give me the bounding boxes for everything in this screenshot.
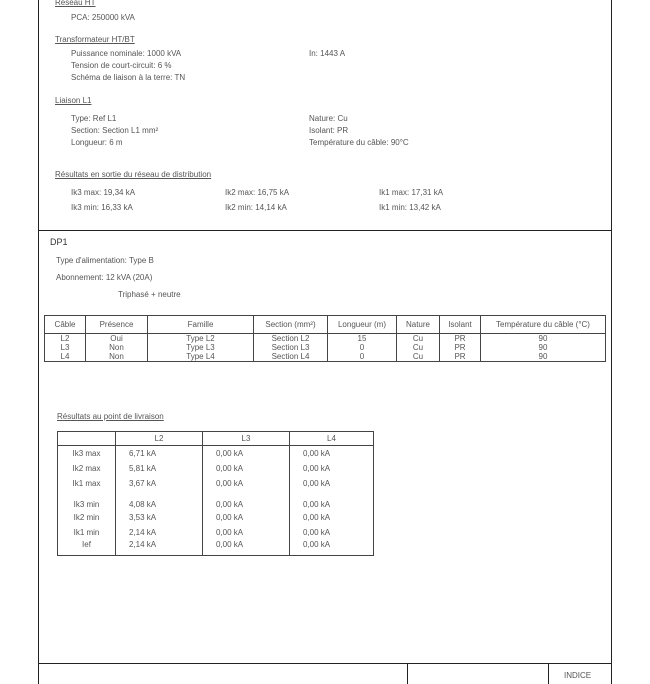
reseau-ht-title: Réseau HT [55, 0, 96, 7]
cell: 0,00 kA [290, 476, 374, 491]
transformateur-puissance: Puissance nominale: 1000 kVA [71, 49, 182, 58]
cell: 6,71 kA [116, 446, 203, 462]
cell: 0,00 kA [290, 446, 374, 462]
col-header: L4 [290, 432, 374, 446]
frame-left-line [38, 0, 39, 684]
cell: Section L3 [254, 343, 328, 352]
cell: 90 [481, 334, 606, 344]
cell: 0,00 kA [203, 461, 290, 476]
cell: 0,00 kA [290, 540, 374, 556]
cell: PR [440, 343, 481, 352]
cell: 3,53 kA [116, 510, 203, 525]
cell: 5,81 kA [116, 461, 203, 476]
cell: 0,00 kA [203, 510, 290, 525]
col-header: Isolant [440, 316, 481, 334]
table-row [45, 343, 606, 352]
cell: 0,00 kA [203, 540, 290, 556]
dp1-abonnement: Abonnement: 12 kVA (20A) [56, 273, 153, 282]
frame-right-line [611, 0, 612, 684]
cell: 90 [481, 343, 606, 352]
table-row [58, 491, 374, 510]
cell: 0,00 kA [290, 461, 374, 476]
cell: PR [440, 334, 481, 344]
resultats-reseau-title: Résultats en sortie du réseau de distribution [55, 170, 212, 179]
footer-divider-1 [407, 663, 408, 684]
resultats-livraison-title: Résultats au point de livraison [57, 412, 164, 421]
cell: 0,00 kA [290, 525, 374, 540]
liaison-temperature: Température du câble: 90°C [309, 138, 409, 147]
cell: Type L3 [148, 343, 254, 352]
col-header [58, 432, 116, 446]
dp1-alimentation: Type d'alimentation: Type B [56, 256, 154, 265]
cell: L2 [45, 334, 86, 344]
cell: Type L2 [148, 334, 254, 344]
cell: Oui [86, 334, 148, 344]
resultats-ik2min: Ik2 min: 14,14 kA [225, 203, 287, 212]
liaison-title: Liaison L1 [55, 96, 92, 105]
cell: Cu [397, 334, 440, 344]
resultats-ik2max: Ik2 max: 16,75 kA [225, 188, 290, 197]
cell: 0 [328, 343, 397, 352]
cell: 0,00 kA [203, 476, 290, 491]
cables-table [44, 315, 606, 362]
cell: 4,08 kA [116, 491, 203, 510]
cell: 0,00 kA [290, 491, 374, 510]
row-label: Ief [58, 540, 116, 556]
cell: 2,14 kA [116, 540, 203, 556]
row-label: Ik2 min [58, 510, 116, 525]
liaison-type: Type: Ref L1 [71, 114, 117, 123]
footer-top-line [38, 663, 612, 664]
cell: Cu [397, 343, 440, 352]
col-header: Famille [148, 316, 254, 334]
cell: Cu [397, 352, 440, 362]
cell: L4 [45, 352, 86, 362]
liaison-nature: Nature: Cu [309, 114, 348, 123]
transformateur-tension: Tension de court-circuit: 6 % [71, 61, 172, 70]
cell: 3,67 kA [116, 476, 203, 491]
transformateur-schema: Schéma de liaison à la terre: TN [71, 73, 186, 82]
resultats-ik1min: Ik1 min: 13,42 kA [379, 203, 441, 212]
resultats-livraison-table [57, 431, 374, 556]
col-header: Nature [397, 316, 440, 334]
cell: 15 [328, 334, 397, 344]
row-label: Ik1 max [58, 476, 116, 491]
table-row [58, 476, 374, 491]
col-header: Longueur (m) [328, 316, 397, 334]
row-label: Ik1 min [58, 525, 116, 540]
table-row [58, 540, 374, 556]
reseau-ht-pca: PCA: 250000 kVA [71, 13, 135, 22]
footer-divider-2 [548, 663, 549, 684]
dp1-title: DP1 [50, 237, 68, 247]
cell: 0,00 kA [203, 491, 290, 510]
table-row [45, 352, 606, 362]
resultats-ik3max: Ik3 max: 19,34 kA [71, 188, 136, 197]
section-divider [38, 230, 612, 231]
cell: Non [86, 343, 148, 352]
row-label: Ik3 min [58, 491, 116, 510]
liaison-isolant: Isolant: PR [309, 126, 349, 135]
cell: Section L2 [254, 334, 328, 344]
transformateur-in: In: 1443 A [309, 49, 346, 58]
table-row [58, 461, 374, 476]
resultats-ik3min: Ik3 min: 16,33 kA [71, 203, 133, 212]
row-label: Ik2 max [58, 461, 116, 476]
cell: 0,00 kA [203, 446, 290, 462]
col-header: Température du câble (°C) [481, 316, 606, 334]
cell: PR [440, 352, 481, 362]
footer-indice-label: INDICE [564, 671, 592, 680]
cell: 0,00 kA [290, 510, 374, 525]
dp1-triphase: Triphasé + neutre [118, 290, 181, 299]
col-header: L3 [203, 432, 290, 446]
col-header: L2 [116, 432, 203, 446]
liaison-longueur: Longueur: 6 m [71, 138, 123, 147]
results-table-header [58, 432, 374, 446]
col-header: Section (mm²) [254, 316, 328, 334]
transformateur-title: Transformateur HT/BT [55, 35, 135, 44]
cell: Type L4 [148, 352, 254, 362]
cell: Non [86, 352, 148, 362]
table-row [58, 510, 374, 525]
table-row [58, 446, 374, 462]
liaison-section: Section: Section L1 mm² [71, 126, 159, 135]
cell: L3 [45, 343, 86, 352]
row-label: Ik3 max [58, 446, 116, 462]
cell: 0,00 kA [203, 525, 290, 540]
table-row [58, 525, 374, 540]
cables-table-header [45, 316, 606, 334]
col-header: Présence [86, 316, 148, 334]
cell: 0 [328, 352, 397, 362]
table-row [45, 334, 606, 344]
cell: Section L4 [254, 352, 328, 362]
resultats-ik1max: Ik1 max: 17,31 kA [379, 188, 444, 197]
col-header: Câble [45, 316, 86, 334]
cell: 2,14 kA [116, 525, 203, 540]
cell: 90 [481, 352, 606, 362]
